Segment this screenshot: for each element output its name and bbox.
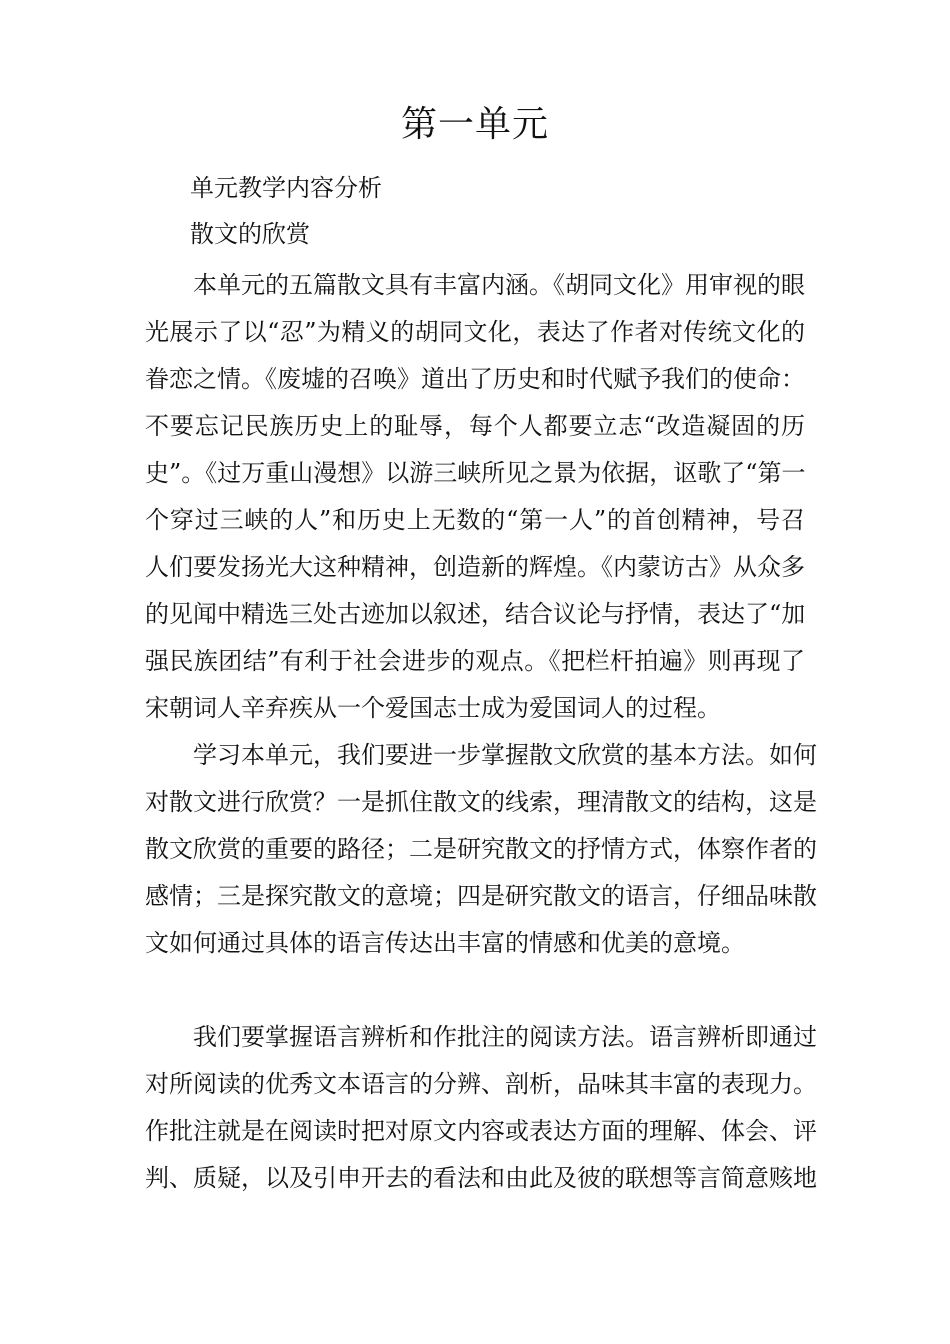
paragraph-line: 散文欣赏的重要的路径；二是研究散文的抒情方式，体察作者的 [145,835,817,863]
paragraph-line: 判、质疑，以及引申开去的看法和由此及彼的联想等言简意赅地 [145,1164,817,1192]
paragraph-line: 本单元的五篇散文具有丰富内涵。《胡同文化》用审视的眼 [193,271,805,299]
paragraph-line: 史”。《过万重山漫想》以游三峡所见之景为依据，讴歌了“第一 [145,459,806,487]
paragraph-line: 学习本单元，我们要进一步掌握散文欣赏的基本方法。如何 [193,741,817,769]
paragraph-2 [145,732,817,967]
paragraph-3 [145,1014,817,1202]
paragraph-line: 个穿过三峡的人”和历史上无数的“第一人”的首创精神，号召 [145,506,805,534]
paragraph-line: 我们要掌握语言辨析和作批注的阅读方法。语言辨析即通过 [193,1023,817,1051]
paragraph-line: 的见闻中精选三处古迹加以叙述，结合议论与抒情，表达了“加 [145,600,806,628]
paragraph-line: 文如何通过具体的语言传达出丰富的情感和优美的意境。 [145,929,745,957]
paragraph-1 [145,262,805,732]
paragraph-line: 感情；三是探究散文的意境；四是研究散文的语言，仔细品味散 [145,882,817,910]
section-heading-analysis: 单元教学内容分析 [190,174,382,202]
paragraph-line: 眷恋之情。《废墟的召唤》道出了历史和时代赋予我们的使命： [145,365,805,393]
paragraph-line: 人们要发扬光大这种精神，创造新的辉煌。《内蒙访古》从众多 [145,553,805,581]
section-heading-prose: 散文的欣赏 [190,220,310,248]
paragraph-line: 宋朝词人辛弃疾从一个爱国志士成为爱国词人的过程。 [145,694,721,722]
paragraph-line: 对所阅读的优秀文本语言的分辨、剖析，品味其丰富的表现力。 [145,1070,817,1098]
paragraph-line: 光展示了以“忍”为精义的胡同文化，表达了作者对传统文化的 [145,318,805,346]
page-title: 第一单元 [400,104,549,145]
paragraph-line: 作批注就是在阅读时把对原文内容或表达方面的理解、体会、评 [145,1117,817,1145]
paragraph-line: 对散文进行欣赏？一是抓住散文的线索，理清散文的结构，这是 [145,788,817,816]
paragraph-line: 强民族团结”有利于社会进步的观点。《把栏杆拍遍》则再现了 [145,647,805,675]
paragraph-line: 不要忘记民族历史上的耻辱，每个人都要立志“改造凝固的历 [145,412,805,440]
